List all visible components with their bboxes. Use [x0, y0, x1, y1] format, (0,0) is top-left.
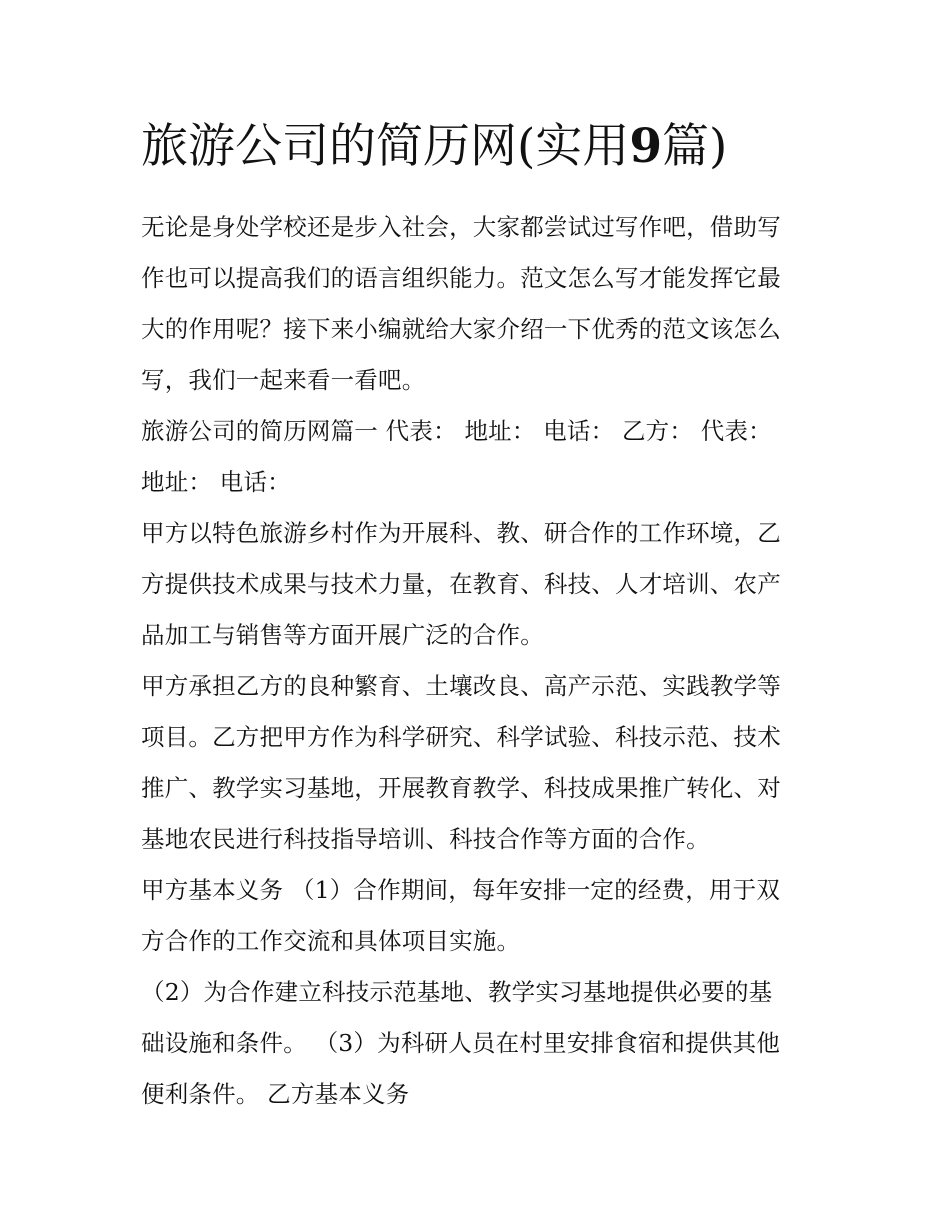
paragraph-line: 甲方基本义务 （1）合作期间，每年安排一定的经费，用于双 [141, 876, 781, 904]
paragraph-line: 旅游公司的简历网篇一 代表： 地址： 电话： 乙方： 代表： [141, 417, 772, 445]
paragraph-party-a-duties-cont [141, 967, 816, 1120]
paragraph-line: 方提供技术成果与技术力量，在教育、科技、人才培训、农产 [141, 570, 781, 598]
paragraph-line: 品加工与销售等方面开展广泛的合作。 [141, 621, 544, 649]
paragraph-line: 推广、教学实习基地，开展教育教学、科技成果推广转化、对 [141, 774, 781, 802]
paragraph-responsibilities [141, 661, 816, 865]
paragraph-line: 基地农民进行科技指导培训、科技合作等方面的合作。 [141, 825, 710, 853]
paragraph-line: 甲方以特色旅游乡村作为开展科、教、研合作的工作环境，乙 [141, 519, 781, 547]
document-page [141, 112, 816, 1120]
paragraph-intro [141, 202, 816, 406]
paragraph-line: 便利条件。 乙方基本义务 [141, 1080, 410, 1108]
paragraph-line: 甲方承担乙方的良种繁育、土壤改良、高产示范、实践教学等 [141, 672, 781, 700]
paragraph-line: 项目。乙方把甲方作为科学研究、科学试验、科技示范、技术 [141, 723, 781, 751]
paragraph-line: 础设施和条件。 （3）为科研人员在村里安排食宿和提供其他 [141, 1029, 781, 1057]
title-prefix: 旅游公司的简历网(实用 [141, 119, 630, 174]
title-number: 9 [629, 119, 663, 174]
paragraph-line: （2）为合作建立科技示范基地、教学实习基地提供必要的基 [141, 978, 773, 1006]
paragraph-line: 无论是身处学校还是步入社会，大家都尝试过写作吧，借助写 [141, 213, 781, 241]
document-title [141, 112, 816, 182]
paragraph-line: 写，我们一起来看一看吧。 [141, 366, 426, 394]
paragraph-parties [141, 406, 816, 508]
paragraph-line: 作也可以提高我们的语言组织能力。范文怎么写才能发挥它最 [141, 264, 781, 292]
paragraph-line: 地址： 电话： [141, 468, 291, 496]
paragraph-line: 方合作的工作交流和具体项目实施。 [141, 927, 521, 955]
paragraph-line: 大的作用呢？接下来小编就给大家介绍一下优秀的范文该怎么 [141, 315, 781, 343]
title-suffix: 篇) [662, 119, 728, 174]
paragraph-cooperation [141, 508, 816, 661]
paragraph-party-a-duties [141, 865, 816, 967]
